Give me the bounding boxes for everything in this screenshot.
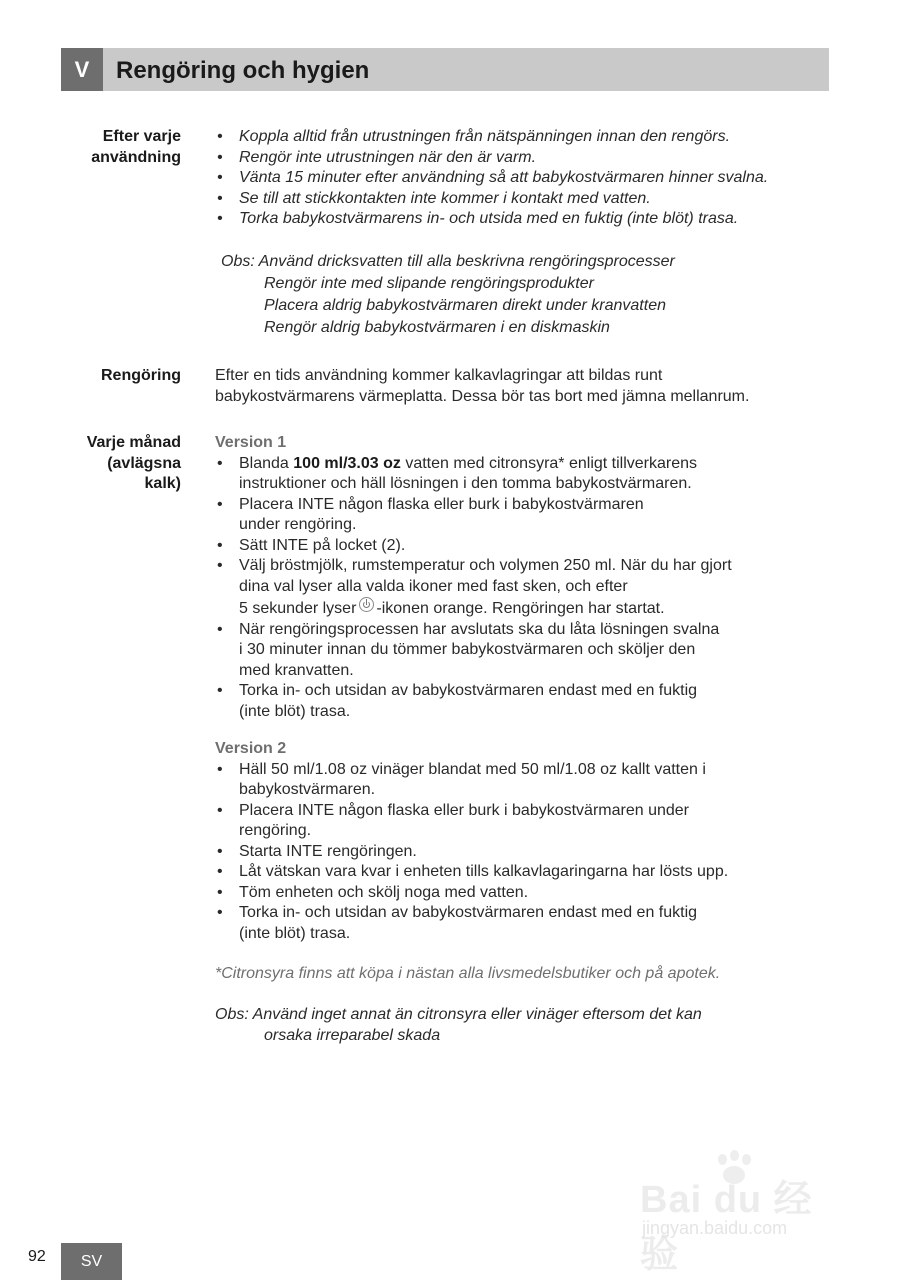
list-item: • Se till att stickkontakten inte kommer i kontakt med vatten. xyxy=(215,189,835,210)
list-item: • Torka in- och utsidan av babykostvärmaren endast med en fuktig (inte blöt) trasa. xyxy=(215,681,835,722)
rengoring-text: Efter en tids användning kommer kalkavlagringar att bildas runt babykostvärmarens värmeplatta. Dessa bör tas bort med jämna mellanrum. xyxy=(215,367,750,405)
efter-bullets xyxy=(215,127,835,230)
list-item: • Töm enheten och skölj noga med vatten. xyxy=(215,883,835,904)
list-item: • Låt vätskan vara kvar i enheten tills kalkavlagaringarna har lösts upp. xyxy=(215,862,835,883)
list-item: • Torka babykostvärmarens in- och utsida med en fuktig (inte blöt) trasa. xyxy=(215,209,835,230)
footnote: *Citronsyra finns att köpa i nästan alla livsmedelsbutiker och på apotek. xyxy=(215,965,721,982)
version-2-title: Version 2 xyxy=(215,740,287,757)
list-item: • Torka in- och utsidan av babykostvärmaren endast med en fuktig (inte blöt) trasa. xyxy=(215,903,835,944)
version-1 xyxy=(215,433,835,722)
version-2 xyxy=(215,739,835,944)
list-item: • Blanda 100 ml/3.03 oz vatten med citronsyra* enligt tillverkarens instruktioner och häll lösningen i den tomma babykostvärmaren. xyxy=(215,454,835,495)
version-1-title: Version 1 xyxy=(215,434,287,451)
section-header xyxy=(61,48,829,91)
list-item: • Rengör inte utrustningen när den är varm. xyxy=(215,148,835,169)
list-item: • Vänta 15 minuter efter användning så att babykostvärmaren hinner svalna. xyxy=(215,168,835,189)
power-icon xyxy=(359,597,374,612)
label-varje-manad: Varje månad (avlägsna kalk) xyxy=(86,434,181,492)
label-efter-varje-anvandning: Efter varje användning xyxy=(91,128,181,166)
language-tab: SV xyxy=(61,1243,122,1280)
list-item: • Placera INTE någon flaska eller burk i babykostvärmaren under rengöring. xyxy=(215,495,835,536)
list-item: • Välj bröstmjölk, rumstemperatur och volymen 250 ml. När du har gjort dina val lyser alla valda ikoner med fast sken, och efter 5 sekunder lyser -ikonen orange. Rengöringen har startat. xyxy=(215,556,835,620)
watermark xyxy=(640,1150,850,1276)
list-item: • Sätt INTE på locket (2). xyxy=(215,536,835,557)
obs-prefix: Obs: xyxy=(221,253,255,270)
label-rengoring: Rengöring xyxy=(101,367,181,384)
list-item: • När rengöringsprocessen har avslutats ska du låta lösningen svalna i 30 minuter innan du tömmer babykostvärmaren och sköljer den med kranvatten. xyxy=(215,620,835,682)
page-number: 92 xyxy=(28,1248,46,1265)
section-number: V xyxy=(61,48,103,91)
list-item: • Placera INTE någon flaska eller burk i babykostvärmaren under rengöring. xyxy=(215,801,835,842)
watermark-url: jingyan.baidu.com xyxy=(642,1218,788,1238)
obs-prefix: Obs: xyxy=(215,1006,249,1023)
page-title: Rengöring och hygien xyxy=(116,57,370,84)
list-item: • Koppla alltid från utrustningen från nätspänningen innan den rengörs. xyxy=(215,127,835,148)
watermark-brand: Bai du 经验 xyxy=(640,1179,813,1276)
list-item: • Häll 50 ml/1.08 oz vinäger blandat med 50 ml/1.08 oz kallt vatten i babykostvärmaren. xyxy=(215,760,835,801)
manad-obs-note: Obs: Använd inget annat än citronsyra eller vinäger eftersom det kan orsaka irreparabel skada xyxy=(215,1006,702,1044)
efter-obs-note: Obs: Använd dricksvatten till alla beskrivna rengöringsprocesser Rengör inte med slipande rengöringsprodukter Placera aldrig babykostvärmaren direkt under kranvatten Rengör aldrig babykostvärmaren i en diskmaskin xyxy=(221,253,675,336)
list-item: • Starta INTE rengöringen. xyxy=(215,842,835,863)
